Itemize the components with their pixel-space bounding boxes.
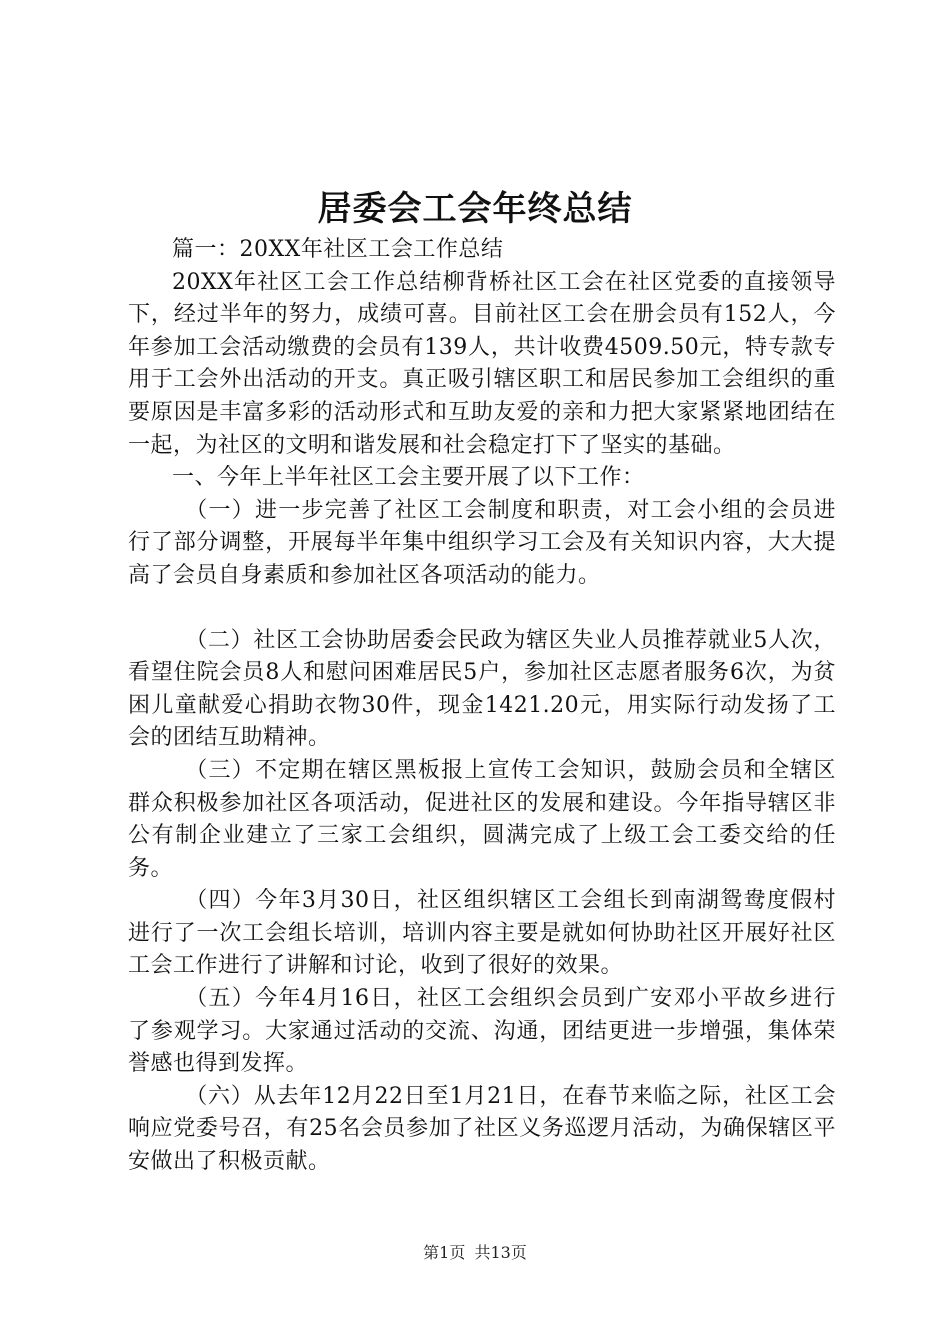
page-footer [0, 1242, 950, 1264]
body-paragraph: （四）今年3月30日，社区组织辖区工会组长到南湖鸳鸯度假村进行了一次工会组长培训，培训内容主要是就如何协助社区开展好社区工会工作进行了讲解和讨论，收到了很好的效果。 [128, 888, 836, 979]
body-paragraph: （五）今年4月16日，社区工会组织会员到广安邓小平故乡进行了参观学习。大家通过活动的交流、沟通，团结更进一步增强，集体荣誉感也得到发挥。 [128, 986, 836, 1077]
section-heading: 一、今年上半年社区工会主要开展了以下工作： [172, 465, 645, 491]
page-number: 第1页 [423, 1243, 466, 1262]
section-heading: 篇一：20XX年社区工会工作总结 [172, 237, 504, 262]
body-paragraph: （一）进一步完善了社区工会制度和职责，对工会小组的会员进行了部分调整，开展每半年集中组织学习工会及有关知识内容，大大提高了会员自身素质和参加社区各项活动的能力。 [128, 497, 836, 588]
paragraph-gap [128, 593, 836, 625]
body-paragraph: （二）社区工会协助居委会民政为辖区失业人员推荐就业5人次，看望住院会员8人和慰问困难居民5户，参加社区志愿者服务6次，为贫困儿童献爱心捐助衣物30件，现金1421.20元，用实际行动发扬了工会的团结互助精神。 [128, 627, 836, 751]
body-paragraph: 20XX年社区工会工作总结柳背桥社区工会在社区党委的直接领导下，经过半年的努力，成绩可喜。目前社区工会在册会员有152人，今年参加工会活动缴费的会员有139人，共计收费4509.50元，特专款专用于工会外出活动的开支。真正吸引辖区职工和居民参加工会组织的重要原因是丰富多彩的活动形式和互助友爱的亲和力把大家紧紧地团结在一起，为社区的文明和谐发展和社会稳定打下了坚实的基础。 [128, 269, 836, 458]
body-paragraph: （六）从去年12月22日至1月21日，在春节来临之际，社区工会响应党委号召，有25名会员参加了社区义务巡逻月活动，为确保辖区平安做出了积极贡献。 [128, 1083, 836, 1175]
body-paragraph: （三）不定期在辖区黑板报上宣传工会知识，鼓励会员和全辖区群众积极参加社区各项活动，促进社区的发展和建设。今年指导辖区非公有制企业建立了三家工会组织，圆满完成了上级工会工委交给的任务。 [128, 757, 836, 881]
document-body [128, 234, 836, 1179]
document-title: 居委会工会年终总结 [317, 189, 633, 229]
page-total: 共13页 [474, 1243, 527, 1262]
